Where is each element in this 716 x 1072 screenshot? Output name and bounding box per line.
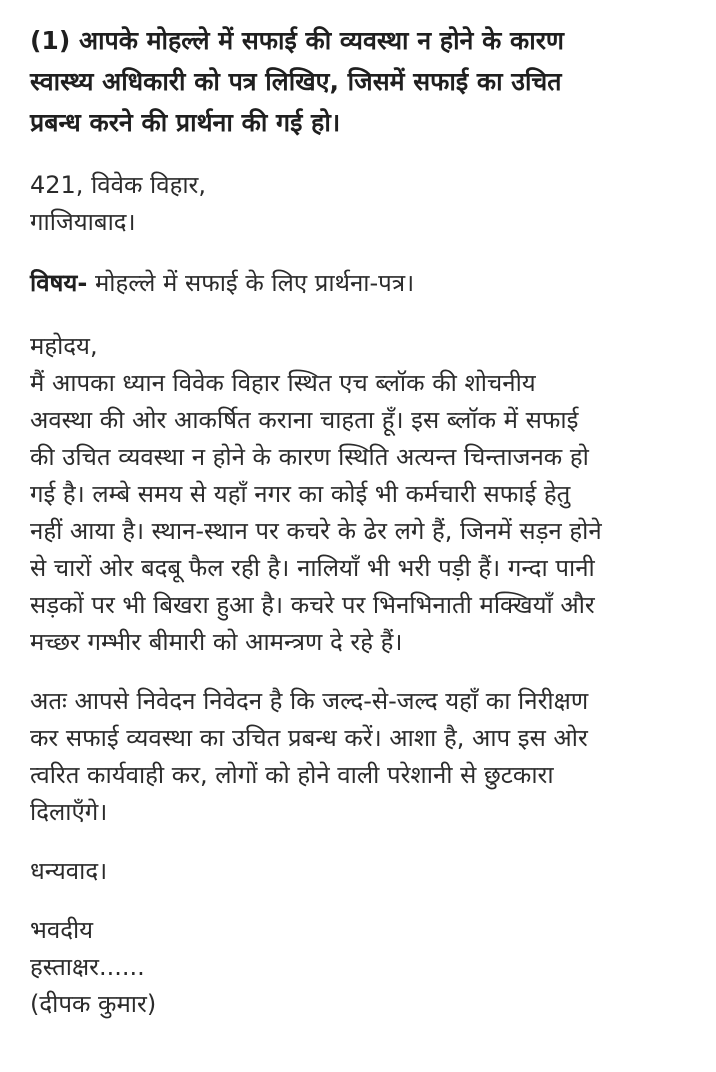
sender-name: (दीपक कुमार) <box>30 990 157 1018</box>
address-line: गाजियाबाद। <box>30 208 136 236</box>
body-line: गई है। लम्बे समय से यहाँ नगर का कोई भी कर्मचारी सफाई हेतु <box>30 480 571 508</box>
body-line: से चारों ओर बदबू फैल रही है। नालियाँ भी भरी पड़ी हैं। गन्दा पानी <box>30 554 595 582</box>
request-paragraph <box>30 683 692 831</box>
address-line: 421, विवेक विहार, <box>30 171 206 199</box>
body-line: अवस्था की ओर आकर्षित कराना चाहता हूँ। इस ब्लॉक में सफाई <box>30 406 579 434</box>
subject-label: विषय- <box>30 269 88 297</box>
signature-line: हस्ताक्षर...... <box>30 953 145 981</box>
question-line: (1) आपके मोहल्ले में सफाई की व्यवस्था न होने के कारण <box>30 26 565 55</box>
body-line: की उचित व्यवस्था न होने के कारण स्थिति अत्यन्त चिन्ताजनक हो <box>30 443 589 471</box>
subject-text: मोहल्ले में सफाई के लिए प्रार्थना-पत्र। <box>87 269 415 297</box>
sender-address <box>30 167 692 241</box>
body-line: मैं आपका ध्यान विवेक विहार स्थित एच ब्लॉक की शोचनीय <box>30 369 536 397</box>
request-line: कर सफाई व्यवस्था का उचित प्रबन्ध करें। आशा है, आप इस ओर <box>30 724 588 752</box>
closing-regards: भवदीय <box>30 916 94 944</box>
thanks-text: धन्यवाद। <box>30 857 108 885</box>
letter-body <box>30 328 692 661</box>
request-line: अतः आपसे निवेदन निवेदन है कि जल्द-से-जल्द यहाँ का निरीक्षण <box>30 687 589 715</box>
closing-block <box>30 912 692 1023</box>
thanks-line <box>30 853 692 890</box>
question-heading <box>30 20 692 143</box>
body-line: सड़कों पर भी बिखरा हुआ है। कचरे पर भिनभिनाती मक्खियाँ और <box>30 591 595 619</box>
body-line: नहीं आया है। स्थान-स्थान पर कचरे के ढेर लगे हैं, जिनमें सड़न होने <box>30 517 602 545</box>
question-line: स्वास्थ्य अधिकारी को पत्र लिखिए, जिसमें सफाई का उचित <box>30 67 562 96</box>
question-line: प्रबन्ध करने की प्रार्थना की गई हो। <box>30 108 341 137</box>
request-line: त्वरित कार्यवाही कर, लोगों को होने वाली परेशानी से छुटकारा <box>30 761 554 789</box>
body-line: मच्छर गम्भीर बीमारी को आमन्त्रण दे रहे हैं। <box>30 628 403 656</box>
request-line: दिलाएँगे। <box>30 798 108 826</box>
salutation: महोदय, <box>30 332 98 360</box>
subject-line <box>30 265 692 302</box>
